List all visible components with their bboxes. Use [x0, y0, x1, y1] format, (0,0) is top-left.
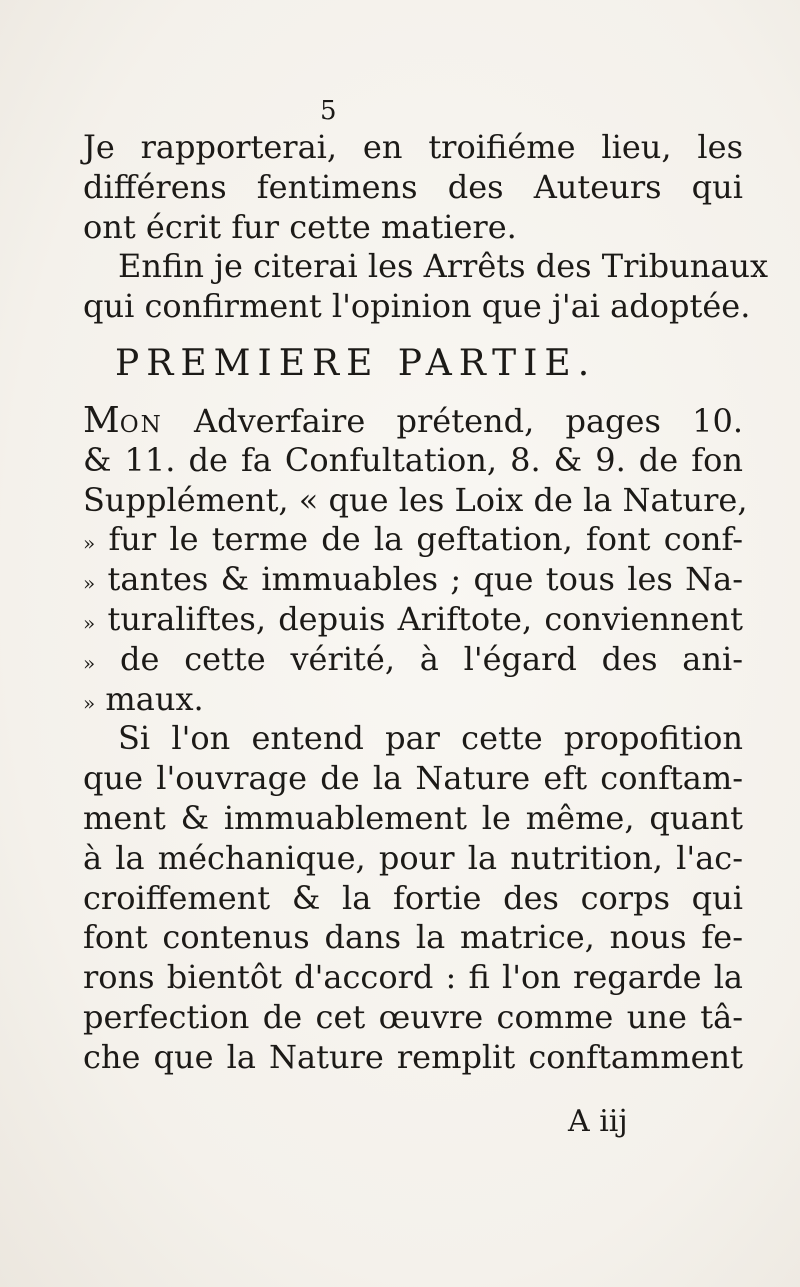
- text-span: de cette vérité, à l'égard des ani-: [120, 639, 744, 678]
- quote-mark: »: [83, 690, 96, 715]
- text-line: font contenus dans la matrice, nous fe-: [83, 918, 743, 957]
- text-line: Enfin je citerai les Arrêts des Tribunaux: [118, 247, 769, 286]
- text-line: qui confirment l'opinion que j'ai adoptée.: [83, 287, 751, 326]
- section-heading: PREMIERE PARTIE.: [115, 342, 597, 384]
- text-line: Supplément, « que les Loix de la Nature,: [83, 480, 748, 519]
- text-line: [83, 680, 743, 720]
- text-line: rons bientôt d'accord : fi l'on regarde la: [83, 958, 743, 997]
- quote-mark: »: [83, 610, 96, 635]
- text-line: [83, 560, 743, 600]
- text-span: Adverfaire prétend, pages 10.: [193, 401, 744, 440]
- text-line: ment & immuablement le même, quant: [83, 798, 743, 837]
- quote-mark: »: [83, 531, 96, 556]
- quote-mark: »: [83, 571, 96, 596]
- text-line: différens fentimens des Auteurs qui: [83, 167, 743, 206]
- quote-mark: »: [83, 650, 96, 675]
- text-line: [83, 640, 743, 680]
- text-line: à la méchanique, pour la nutrition, l'ac-: [83, 838, 743, 877]
- small-caps: ON: [119, 411, 163, 438]
- text-span: turaliftes, depuis Ariftote, conviennent: [107, 599, 744, 638]
- text-span: fur le terme de la geftation, font conf-: [108, 520, 744, 559]
- text-line: [83, 520, 743, 560]
- text-line: que l'ouvrage de la Nature eft conftam-: [83, 759, 743, 798]
- catchword: A iij: [568, 1104, 628, 1139]
- text-line: perfection de cet œuvre comme une tâ-: [83, 997, 743, 1036]
- text-line: croiffement & la fortie des corps qui: [83, 878, 743, 917]
- text-span: maux.: [105, 679, 204, 718]
- text-line: Je rapporterai, en troifiéme lieu, les: [83, 128, 743, 166]
- text-span: tantes & immuables ; que tous les Na-: [107, 560, 744, 599]
- text-line: Si l'on entend par cette propofition: [118, 719, 743, 758]
- body-text: [83, 128, 769, 1078]
- drop-letter: M: [83, 399, 120, 441]
- text-line: [83, 401, 743, 441]
- text-line: ont écrit fur cette matiere.: [83, 207, 517, 246]
- text-line: & 11. de fa Confultation, 8. & 9. de fon: [83, 440, 743, 479]
- text-line: che que la Nature remplit conftamment: [83, 1037, 743, 1076]
- text-line: [83, 600, 743, 640]
- page-number: 5: [320, 96, 338, 126]
